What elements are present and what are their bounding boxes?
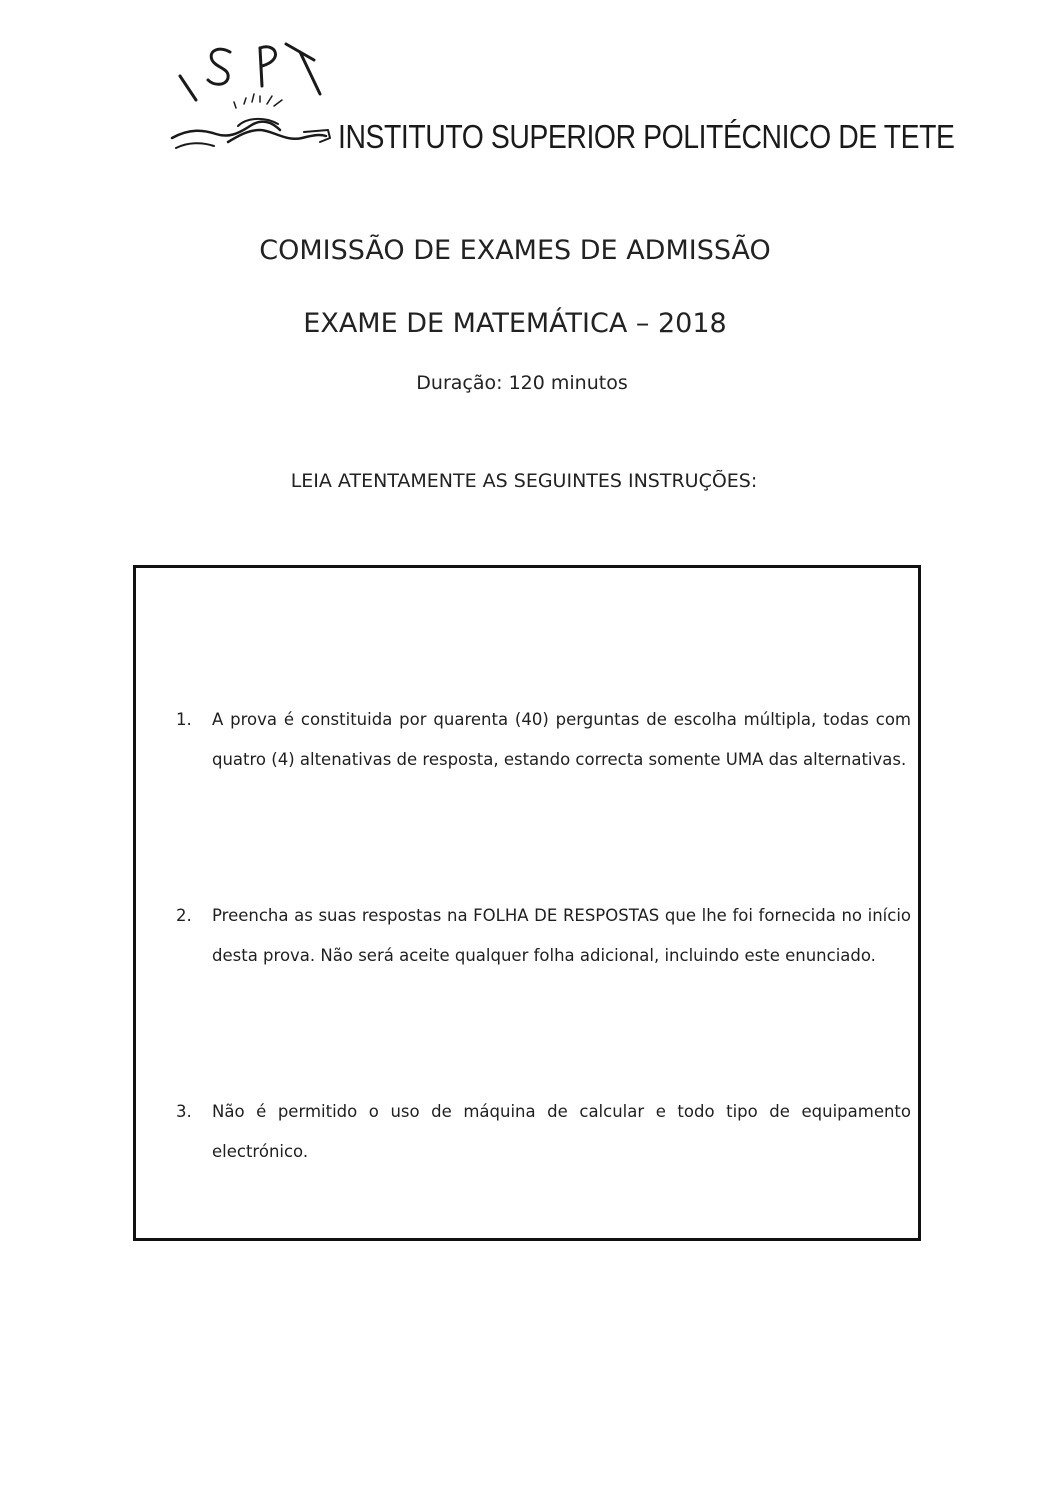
instruction-number: 1.	[176, 710, 192, 729]
instruction-text: Não é permitido o uso de máquina de calcular e todo tipo de equipamento electrónico.	[212, 1102, 911, 1161]
exam-title: EXAME DE MATEMÁTICA – 2018	[303, 308, 727, 339]
instruction-item	[176, 896, 911, 975]
instruction-text: Preencha as suas respostas na FOLHA DE RESPOSTAS que lhe foi fornecida no início desta prova. Não será aceite qualquer folha adicional, incluindo este enunciado.	[212, 906, 911, 965]
exam-duration: Duração: 120 minutos	[416, 372, 628, 394]
instruction-item	[176, 1092, 911, 1171]
instructions-box	[133, 565, 921, 1241]
instructions-heading: LEIA ATENTAMENTE AS SEGUINTES INSTRUÇÕES:	[290, 470, 758, 492]
instruction-number: 3.	[176, 1102, 192, 1121]
instruction-number: 2.	[176, 906, 192, 925]
ispt-logo	[168, 38, 348, 158]
ispt-logo-icon	[168, 38, 348, 158]
commission-heading: COMISSÃO DE EXAMES DE ADMISSÃO	[259, 235, 771, 266]
institute-name: INSTITUTO SUPERIOR POLITÉCNICO DE TETE	[338, 118, 955, 155]
instruction-item	[176, 700, 911, 779]
instruction-text: A prova é constituida por quarenta (40) perguntas de escolha múltipla, todas com quatro (4) altenativas de resposta, estando correcta somente UMA das alternativas.	[212, 710, 911, 769]
